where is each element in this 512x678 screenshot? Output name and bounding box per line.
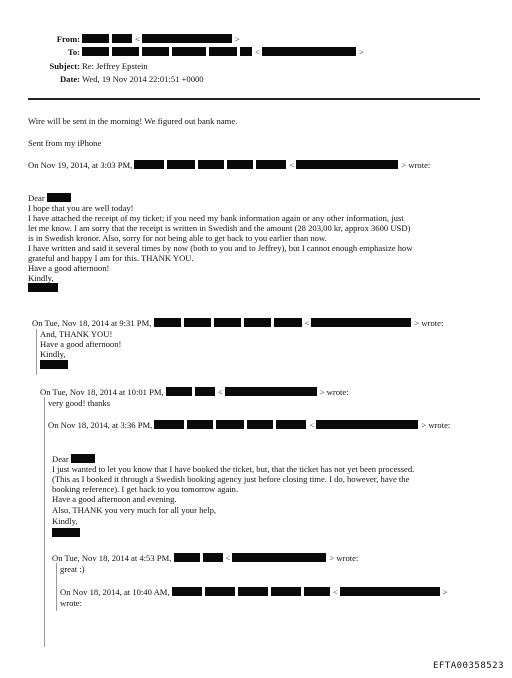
quote2-line-2: Have a good afternoon! (40, 339, 122, 349)
quote1-signature (28, 283, 61, 293)
quote4-line-3: booking reference). I get back to you tomorrow again. (52, 484, 239, 494)
quote2-header: On Tue, Nov 18, 2014 at 9:31 PM, < > wrote: (32, 318, 444, 328)
quote1-line-6: grateful and happy I am for this. THANK YOU. (28, 253, 194, 263)
quote1-line-5: I have written and said it several times by now (both to you and to Jeffrey), but I cannot enough emphasize how (28, 243, 413, 253)
header-divider (28, 98, 480, 100)
quote5-header: On Tue, Nov 18, 2014 at 4:53 PM, < > wrote: (52, 553, 359, 563)
body-line-2: Sent from my iPhone (28, 138, 102, 148)
date-label: Date: (59, 74, 80, 84)
quote4-line-6: Kindly, (52, 516, 78, 526)
quote1-line-7: Have a good afternoon! (28, 263, 110, 273)
quote4-line-4: Have a good afternoon and evening. (52, 494, 177, 504)
quote4-line-5: Also, THANK you very much for all your help, (52, 505, 217, 515)
quote4-signature (52, 528, 83, 538)
quote2-line-1: And, THANK YOU! (40, 329, 113, 339)
quote1-line-1: I hope that you are well today! (28, 203, 134, 213)
to-label: To: (67, 47, 80, 57)
quote3-bar (44, 397, 45, 647)
quote6-header: On Nov 18, 2014, at 10:40 AM, < > (60, 587, 448, 597)
quote2-line-3: Kindly, (40, 349, 66, 359)
body-line-1: Wire will be sent in the morning! We figured out bank name. (28, 116, 238, 126)
quote3-line: very good! thanks (48, 398, 111, 408)
quote1-greeting: Dear (28, 193, 74, 203)
quote1-line-3: let me know. I am sorry that the receipt is written in Swedish and the amount (28 203,00 kr, approx 3600 USD) (28, 223, 411, 233)
quote4-line-2: (This as I booked it through a Swedish booking agency just before closing time. I do, however, have the (52, 474, 410, 484)
quote3-header: On Tue, Nov 18, 2014 at 10:01 PM, < > wrote: (40, 387, 349, 397)
quote4-line-1: I just wanted to let you know that I have booked the ticket, but, that the ticket has not yet been processed. (52, 464, 415, 474)
quote5-bar (56, 563, 57, 611)
subject-label: Subject: (49, 61, 80, 71)
from-label: From: (56, 34, 80, 44)
from-redacted: < > (82, 34, 240, 44)
quote1-line-8: Kindly, (28, 273, 54, 283)
quote5-line: great :) (60, 564, 85, 574)
quote4-greeting: Dear (52, 454, 98, 464)
quote1-line-2: I have attached the receipt of my ticket; if you need my bank information again or any other information, just (28, 213, 404, 223)
quote1-header: On Nov 19, 2014, at 3:03 PM, < > wrote: (28, 160, 431, 170)
quote1-line-4: is in Swedish kronor. Also, sorry for not being able to get back to you earlier than now. (28, 233, 327, 243)
subject-value: Re: Jeffrey Epstein (82, 61, 148, 71)
document-id: EFTA00358523 (432, 661, 504, 671)
date-value: Wed, 19 Nov 2014 22:01:51 +0000 (82, 74, 204, 84)
to-redacted: < > (82, 47, 364, 57)
quote2-signature (40, 360, 71, 370)
quote6-wrote: wrote: (60, 598, 82, 608)
quote4-header: On Nov 18, 2014, at 3:36 PM, < > wrote: (48, 420, 451, 430)
quote2-bar (36, 329, 37, 375)
